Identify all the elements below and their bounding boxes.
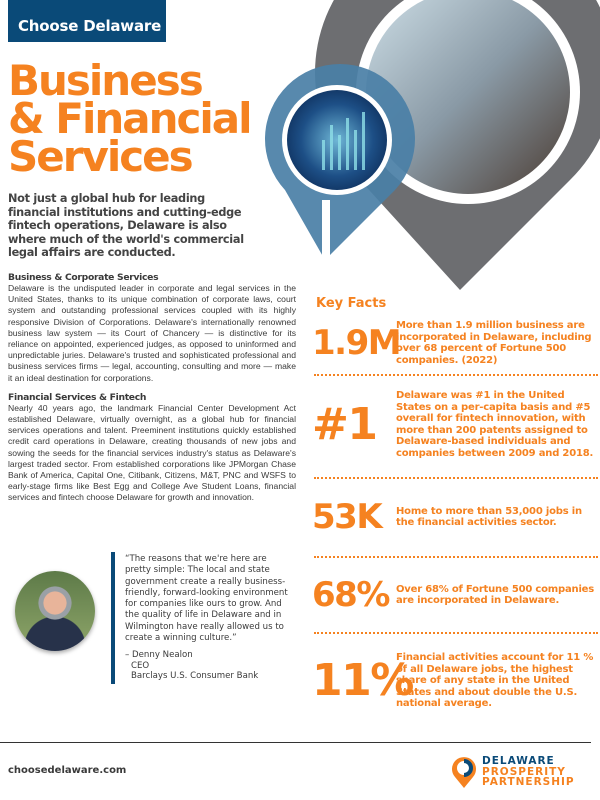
quote-block [111,552,293,684]
logo-word: PARTNERSHIP [482,776,575,789]
website-link[interactable]: choosedelaware.com [8,765,127,776]
section-body: Delaware is the undisputed leader in corporate and legal services in the United States, thanks to its unique combination of corporate laws, court system and outstanding professional services coupled with its highly responsive Division of Corporations. Delaware's internationally renowned business law system — its Court of Chancery — is distinctive for its reliance on appointed, experienced judges, as opposed to uninformed and unpredictable juries. Delaware's trusted and sophisticated professional and business services firms — legal, accounting, consulting and more — make it an ideal destination for corporations. [8,283,296,383]
fact-item [312,497,597,537]
quote-role: CEO [131,660,150,671]
hero-artwork [250,0,600,290]
key-facts-heading: Key Facts [316,296,387,311]
fact-text: More than 1.9 million business are incorporated in Delaware, including over 68 percent of Fortune 500 companies. (2022) [396,320,592,366]
divider [314,556,598,558]
fact-item [312,320,597,366]
quote-attribution [125,650,293,682]
fact-item [312,390,597,459]
divider [314,477,598,479]
fact-number: 68% [312,575,389,615]
logo-pin-icon [450,755,478,789]
choose-delaware-tag: Choose Delaware [8,0,166,42]
section-heading: Financial Services & Fintech [8,391,147,403]
page-title [8,56,251,181]
footer-divider [0,742,591,743]
title-line: & Financial [8,94,251,143]
avatar [15,571,95,651]
financial-fintech-section [8,392,296,504]
fact-item [312,652,597,710]
title-line: Services [8,132,192,181]
body-sections [8,272,296,504]
quote-name: – Denny Nealon [125,650,193,661]
fact-number: 1.9M [312,323,401,363]
fact-number: 11% [312,655,413,707]
fact-text: Delaware was #1 in the United States on a per-capita basis and #5 overall for fintech innovation, with more than 200 patents assigned to Delaware-based individuals and companies between 2009 and 2018. [396,390,594,459]
logo-word: DELAWARE [482,755,555,768]
fact-number: #1 [312,399,377,450]
section-body: Nearly 40 years ago, the landmark Financial Center Development Act established Delaware, virtually overnight, as a global hub for financial services operations and talent. Preeminent institutions quickly established credit card operations in Delaware, creating thousands of new jobs and sowing the seeds for the financial services industry's status as Delaware's largest traded sector. From established corporations like JPMorgan Chase Bank of America, Capital One, Citibank, Citizens, M&T, PNC and WSFS to early-stage firms like Best Egg and College Ave Student Loans, financial services and fintech choose Delaware for growth and innovation. [8,402,296,503]
divider [314,374,598,376]
business-corporate-section [8,272,296,384]
fact-number: 53K [312,497,382,537]
fact-text: Financial activities account for 11 % of all Delaware jobs, the highest share of any state in the United States and about double the U.S. national average. [396,652,594,709]
fact-text: Home to more than 53,000 jobs in the financial activities sector. [396,505,582,528]
delaware-prosperity-partnership-logo [450,755,575,789]
fact-item [312,575,597,615]
section-heading: Business & Corporate Services [8,272,159,283]
title-line: Business [8,56,202,105]
divider [314,632,598,634]
logo-word: PROSPERITY [482,765,566,778]
quote-company: Barclays U.S. Consumer Bank [131,671,259,682]
quote-text: “The reasons that we're here are pretty simple: The local and state government create a really business-friendly, forward-looking environment for companies like ours to grow. And the quality of life in Delaware and in Wilmington have really allowed us to create a winning culture.” [125,554,288,644]
fact-text: Over 68% of Fortune 500 companies are incorporated in Delaware. [396,583,595,606]
subtitle: Not just a global hub for leading financial institutions and cutting-edge fintech operations, Delaware is also where much of the world's commercial legal affairs are conducted. [8,192,244,259]
